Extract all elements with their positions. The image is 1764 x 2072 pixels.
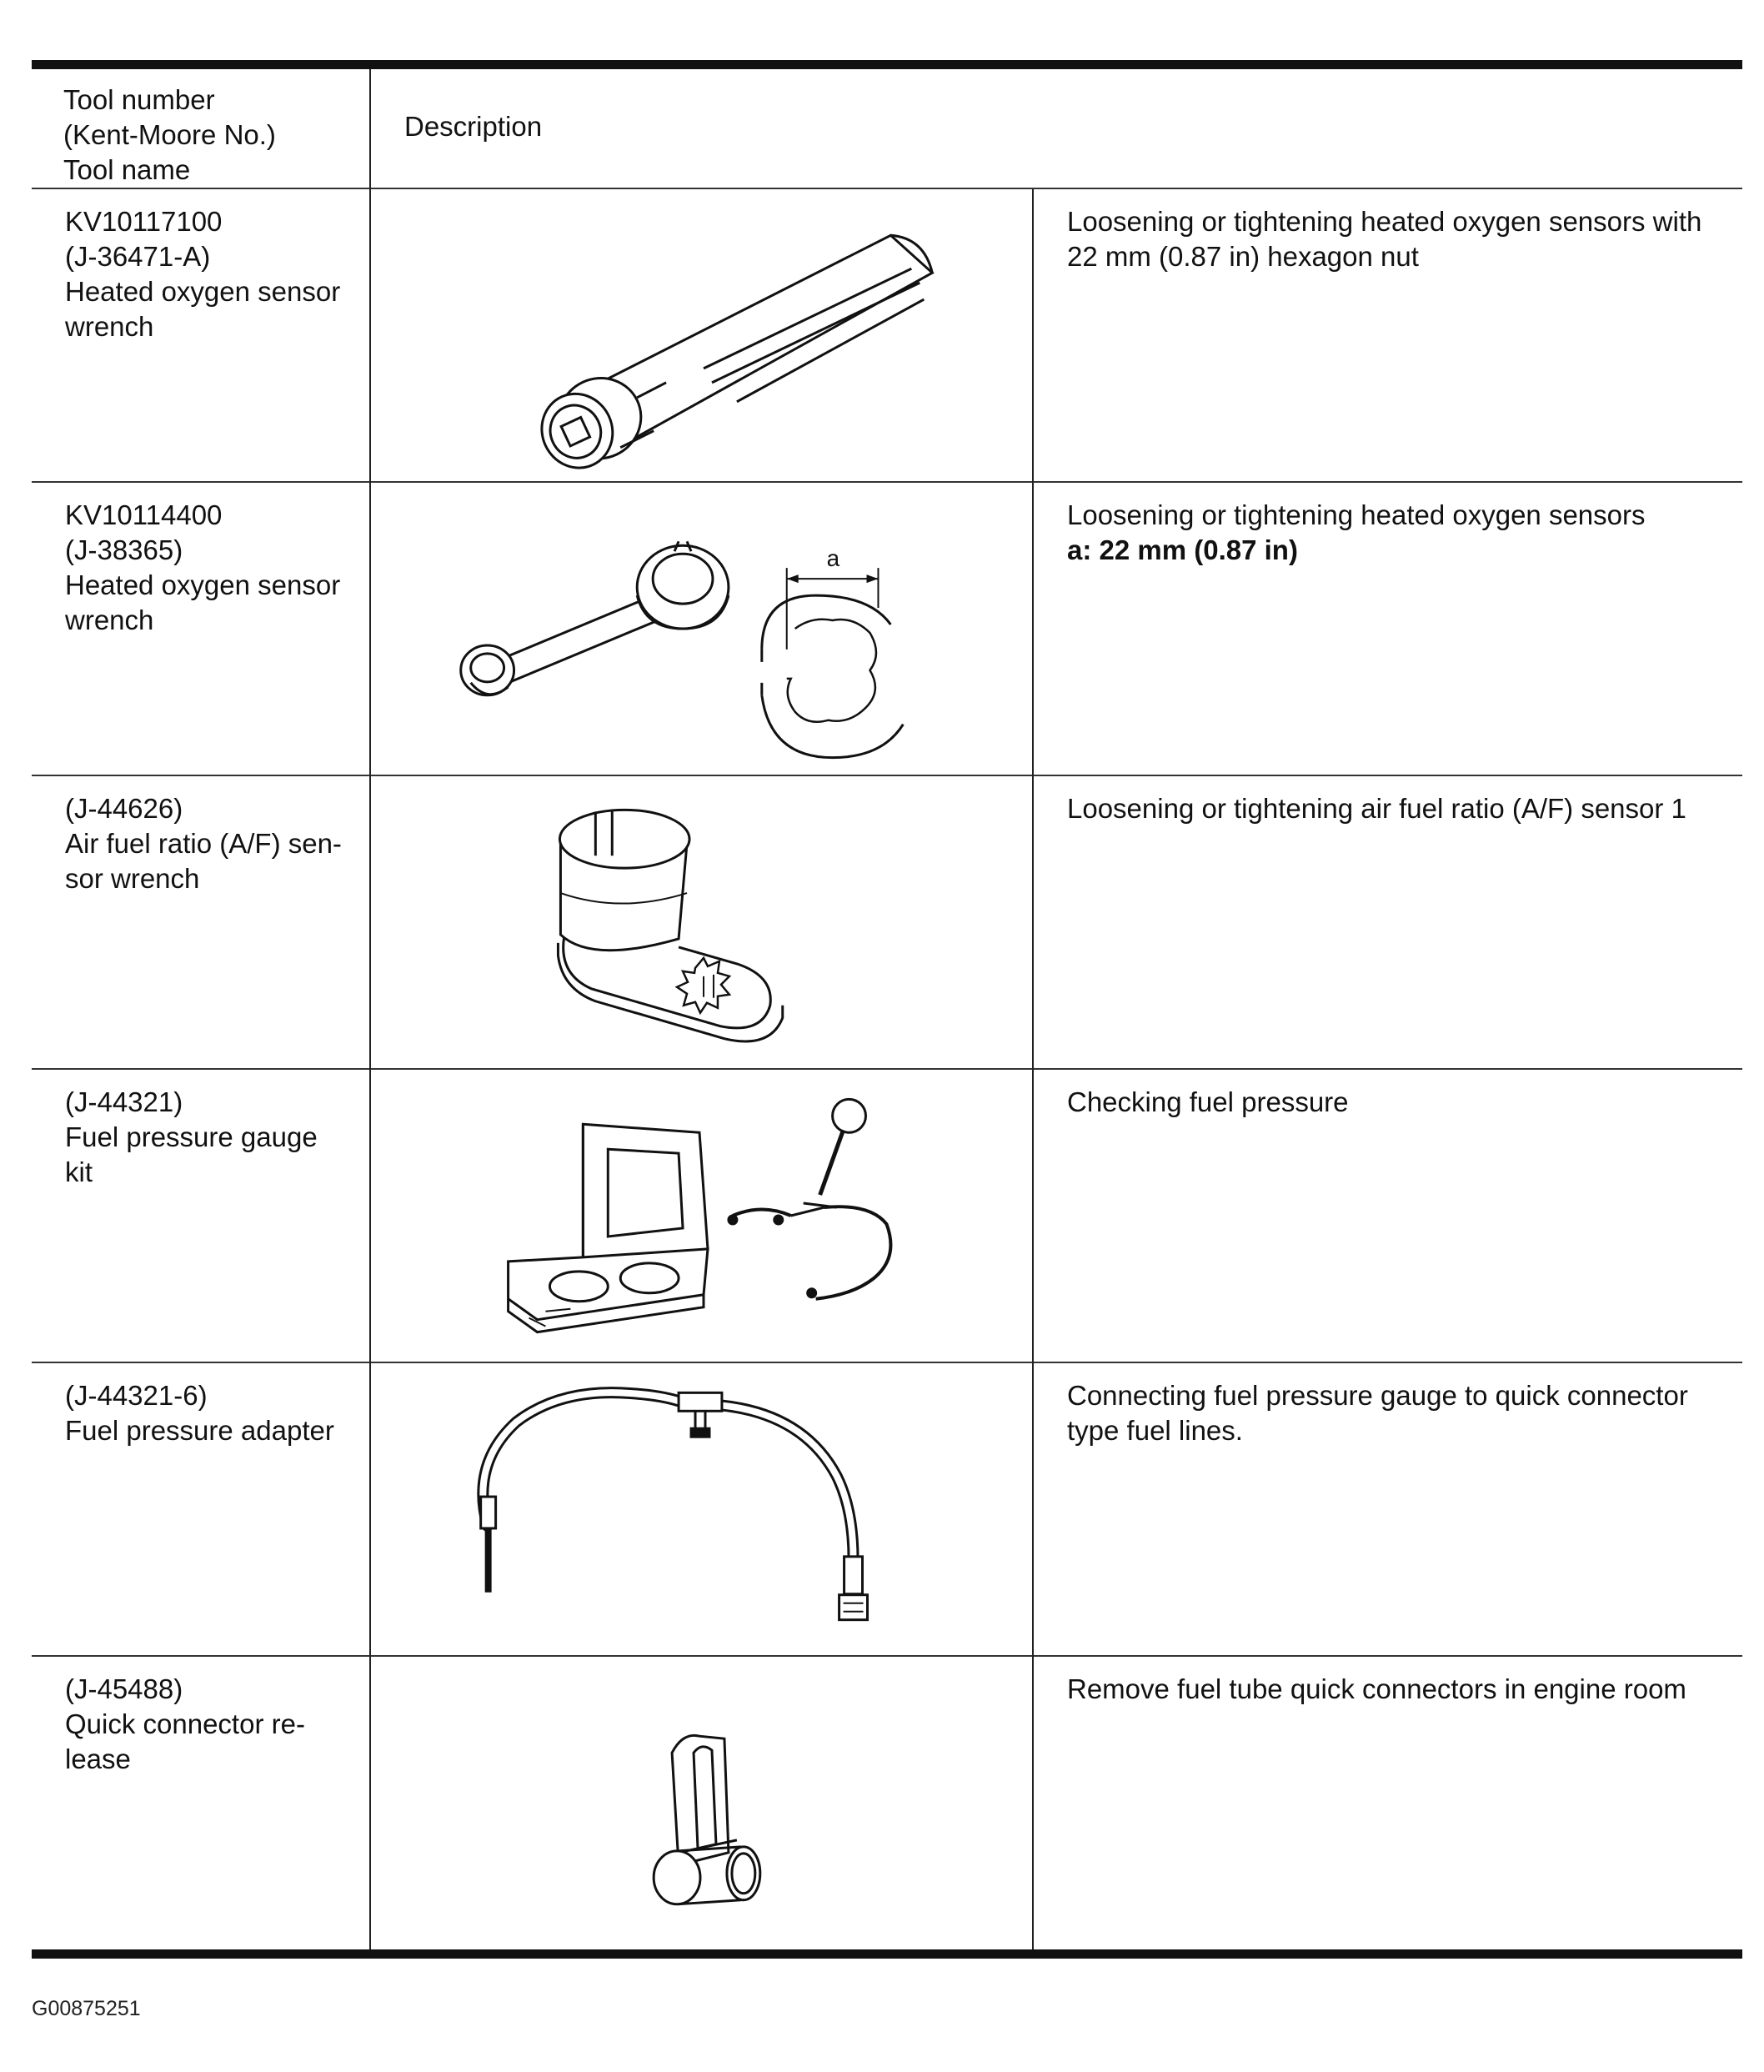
tool-description-cell (1033, 775, 1742, 1069)
table-row (32, 482, 1742, 775)
gauge-kit-icon (371, 1070, 1032, 1362)
top-rule (32, 60, 1742, 69)
table-row (32, 1656, 1742, 1949)
special-tools-table (32, 69, 1742, 1949)
table-row (32, 1362, 1742, 1656)
tool-name-cell (32, 1362, 370, 1656)
tool-description-cell (1033, 1656, 1742, 1949)
tool-table-page (32, 60, 1742, 1959)
flare-wrench-icon (371, 483, 1032, 775)
tool-name-line: lease (65, 1743, 131, 1774)
kent-moore-number: (J-36471-A) (65, 241, 211, 272)
tool-number: KV10117100 (65, 206, 223, 237)
kent-moore-number: (J-38365) (65, 534, 183, 565)
header-line: Tool name (63, 154, 191, 185)
tool-name-line: Fuel pressure adapter (65, 1415, 334, 1446)
tool-name-line: wrench (65, 605, 154, 635)
tool-description-cell (1033, 188, 1742, 482)
tool-name-cell (32, 1656, 370, 1949)
tool-name-cell (32, 1069, 370, 1362)
figure-code: G00875251 (32, 1997, 141, 2020)
tool-name-line: wrench (65, 311, 154, 342)
kent-moore-number: (J-45488) (65, 1673, 183, 1704)
tool-name-cell (32, 188, 370, 482)
tool-description: Connecting fuel pressure gauge to quick connector type fuel lines. (1067, 1380, 1688, 1446)
tool-illustration-cell (370, 1069, 1033, 1362)
af-sensor-wrench-icon (371, 776, 1032, 1068)
tool-name-cell (32, 775, 370, 1069)
tool-name-line: sor wrench (65, 863, 200, 894)
tool-name-line: kit (65, 1156, 93, 1187)
header-description-column: Description (370, 69, 1742, 188)
tool-illustration-cell (370, 188, 1033, 482)
kent-moore-number: (J-44626) (65, 793, 183, 824)
tool-number: KV10114400 (65, 499, 223, 530)
tool-description: Loosening or tightening air fuel ratio (A/F) sensor 1 (1067, 793, 1686, 824)
pressure-adapter-hose-icon (371, 1363, 1032, 1655)
dimension-label: a (826, 545, 840, 572)
tool-description: Checking fuel pressure (1067, 1086, 1349, 1117)
oxygen-sensor-socket-icon (371, 189, 1032, 481)
header-line: (Kent-Moore No.) (63, 119, 276, 150)
tool-illustration-cell (370, 482, 1033, 775)
tool-name-line: Heated oxygen sensor (65, 569, 341, 600)
tool-name-line: Air fuel ratio (A/F) sen- (65, 828, 342, 859)
tool-description: Loosening or tightening heated oxygen sensors with 22 mm (0.87 in) hexagon nut (1067, 206, 1702, 272)
tool-name-line: Heated oxygen sensor (65, 276, 341, 307)
tool-description-cell (1033, 1362, 1742, 1656)
tool-name-line: Quick connector re- (65, 1708, 305, 1739)
header-tool-column (32, 69, 370, 188)
tool-illustration-cell (370, 1656, 1033, 1949)
tool-description: Loosening or tightening heated oxygen sensors (1067, 499, 1646, 530)
table-header-row (32, 69, 1742, 188)
tool-illustration-cell (370, 775, 1033, 1069)
tool-description-cell (1033, 1069, 1742, 1362)
table-row (32, 1069, 1742, 1362)
quick-connector-release-icon (371, 1657, 1032, 1949)
tool-name-cell (32, 482, 370, 775)
bottom-rule (32, 1949, 1742, 1959)
tool-name-line: Fuel pressure gauge (65, 1121, 318, 1152)
tool-description-cell (1033, 482, 1742, 775)
kent-moore-number: (J-44321) (65, 1086, 183, 1117)
kent-moore-number: (J-44321-6) (65, 1380, 208, 1411)
tool-description: Remove fuel tube quick connectors in engine room (1067, 1673, 1686, 1704)
table-row (32, 188, 1742, 482)
tool-dimension: a: 22 mm (0.87 in) (1067, 534, 1298, 565)
tool-illustration-cell (370, 1362, 1033, 1656)
table-row (32, 775, 1742, 1069)
header-line: Tool number (63, 84, 215, 115)
